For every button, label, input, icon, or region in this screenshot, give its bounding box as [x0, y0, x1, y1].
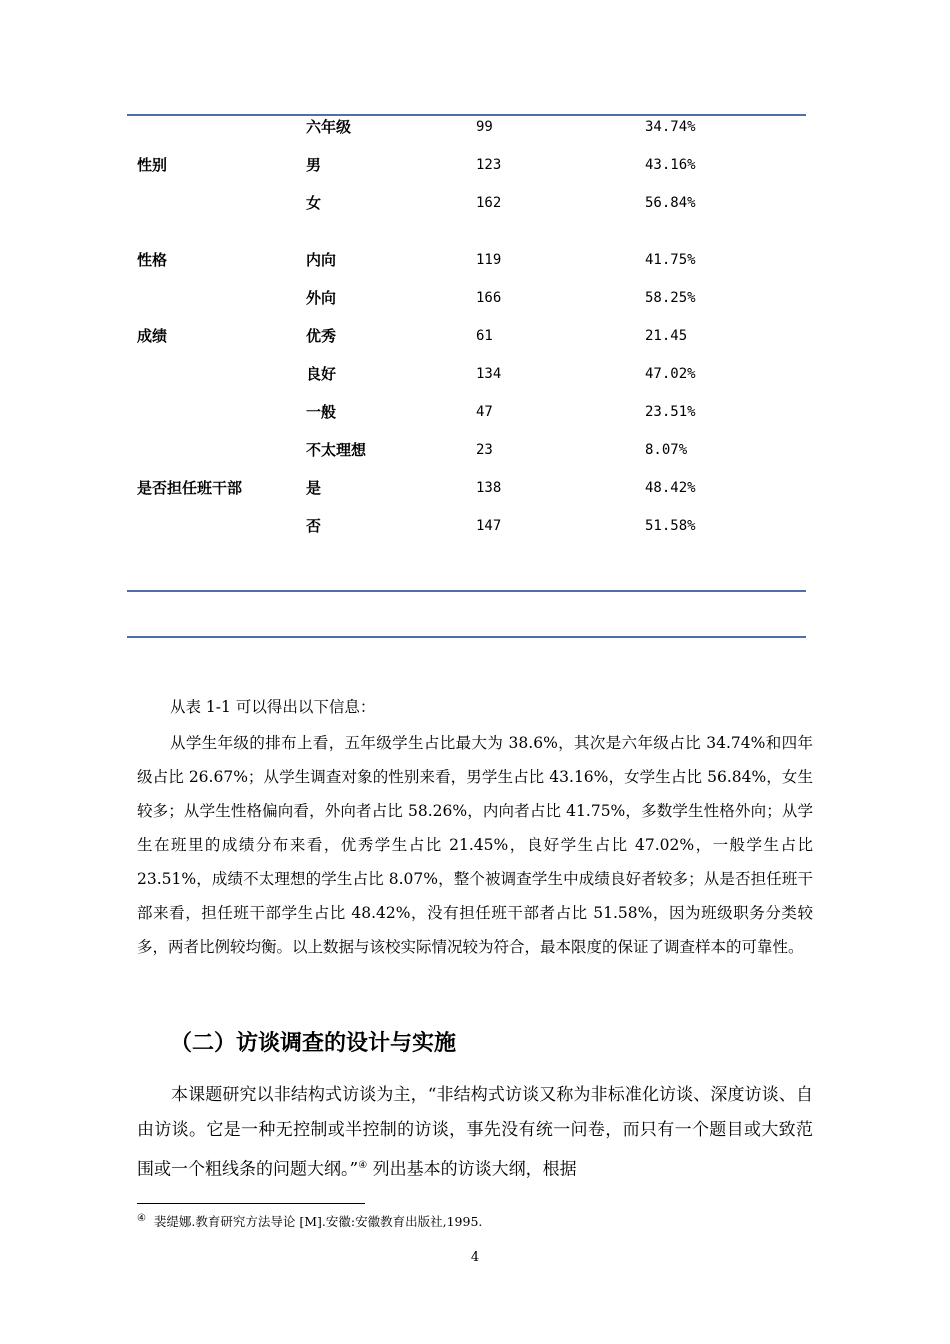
category-cell: 是否担任班干部 — [137, 479, 243, 497]
section-heading: （二）访谈调查的设计与实施 — [170, 1031, 457, 1056]
table-row — [0, 441, 950, 479]
item-cell: 是 — [306, 479, 322, 497]
table-row — [0, 156, 950, 194]
category-cell: 性格 — [137, 251, 168, 269]
intro-line: 从表 1-1 可以得出以下信息： — [170, 698, 376, 716]
item-cell: 良好 — [306, 365, 337, 383]
body-text-before-ref: 本课题研究以非结构式访谈为主，“非结构式访谈又称为非标准化访谈、深度访谈、自由访谈。它是一种无控制或半控制的访谈，事先没有统一问卷，而只有一个题目或大致范围或一个粗线条的问题大纲。” — [137, 1085, 813, 1180]
table-top-rule — [127, 114, 806, 116]
category-cell: 成绩 — [137, 327, 168, 345]
table-row — [0, 403, 950, 441]
table-row — [0, 517, 950, 555]
count-cell: 119 — [476, 252, 502, 268]
table-row — [0, 194, 950, 232]
table-row — [0, 365, 950, 403]
count-cell: 123 — [476, 157, 502, 173]
count-cell: 134 — [476, 366, 502, 382]
item-cell: 男 — [306, 156, 322, 174]
percent-cell: 23.51% — [645, 404, 696, 420]
footnote-separator — [137, 1203, 365, 1204]
percent-cell: 56.84% — [645, 195, 696, 211]
table-bottom-rule — [127, 590, 806, 592]
percent-cell: 58.25% — [645, 290, 696, 306]
count-cell: 23 — [476, 442, 493, 458]
footnote-ref-marker: ④ — [358, 1160, 368, 1171]
count-cell: 147 — [476, 518, 502, 534]
table-row — [0, 289, 950, 327]
footnote-text: 裴缇娜.教育研究方法导论 [M].安徽:安徽教育出版社,1995. — [153, 1214, 483, 1229]
category-cell: 性别 — [137, 156, 168, 174]
count-cell: 99 — [476, 119, 493, 135]
count-cell: 166 — [476, 290, 502, 306]
body-paragraph — [137, 1078, 813, 1188]
analysis-paragraph: 从学生年级的排布上看，五年级学生占比最大为 38.6%，其次是六年级占比 34.74%和四年级占比 26.67%；从学生调查对象的性别来看，男学生占比 43.16%，女学生占比 56.84%，女生较多；从学生性格偏向看，外向者占比 58.26%，内向者占比 41.75%，多数学生性格外向；从学生在班里的成绩分布来看，优秀学生占比 21.45%，良好学生占比 47.02%，一般学生占比 23.51%，成绩不太理想的学生占比 8.07%，整个被调查学生中成绩良好者较多；从是否担任班干部来看，担任班干部学生占比 48.42%，没有担任班干部者占比 51.58%，因为班级职务分类较多，两者比例较均衡。以上数据与该校实际情况较为符合，最本限度的保证了调查样本的可靠性。 — [137, 734, 813, 956]
item-cell: 内向 — [306, 251, 337, 269]
item-cell: 女 — [306, 194, 322, 212]
item-cell: 一般 — [306, 403, 337, 421]
table-row — [0, 251, 950, 289]
item-cell: 优秀 — [306, 327, 337, 345]
page-number: 4 — [470, 1250, 480, 1265]
item-cell: 六年级 — [306, 118, 352, 136]
count-cell: 162 — [476, 195, 502, 211]
percent-cell: 43.16% — [645, 157, 696, 173]
percent-cell: 48.42% — [645, 480, 696, 496]
item-cell: 不太理想 — [306, 441, 367, 459]
percent-cell: 51.58% — [645, 518, 696, 534]
item-cell: 外向 — [306, 289, 337, 307]
table-row — [0, 327, 950, 365]
body-text-after-ref: 列出基本的访谈大纲，根据 — [367, 1159, 577, 1180]
item-cell: 否 — [306, 517, 322, 535]
percent-cell: 41.75% — [645, 252, 696, 268]
count-cell: 61 — [476, 328, 493, 344]
count-cell: 138 — [476, 480, 502, 496]
table-row — [0, 479, 950, 517]
footnote — [137, 1212, 482, 1230]
percent-cell: 8.07% — [645, 442, 688, 458]
table-end-rule — [127, 636, 806, 638]
count-cell: 47 — [476, 404, 493, 420]
percent-cell: 21.45 — [645, 328, 688, 344]
percent-cell: 34.74% — [645, 119, 696, 135]
footnote-marker: ④ — [137, 1212, 146, 1224]
percent-cell: 47.02% — [645, 366, 696, 382]
table-row — [0, 118, 950, 156]
